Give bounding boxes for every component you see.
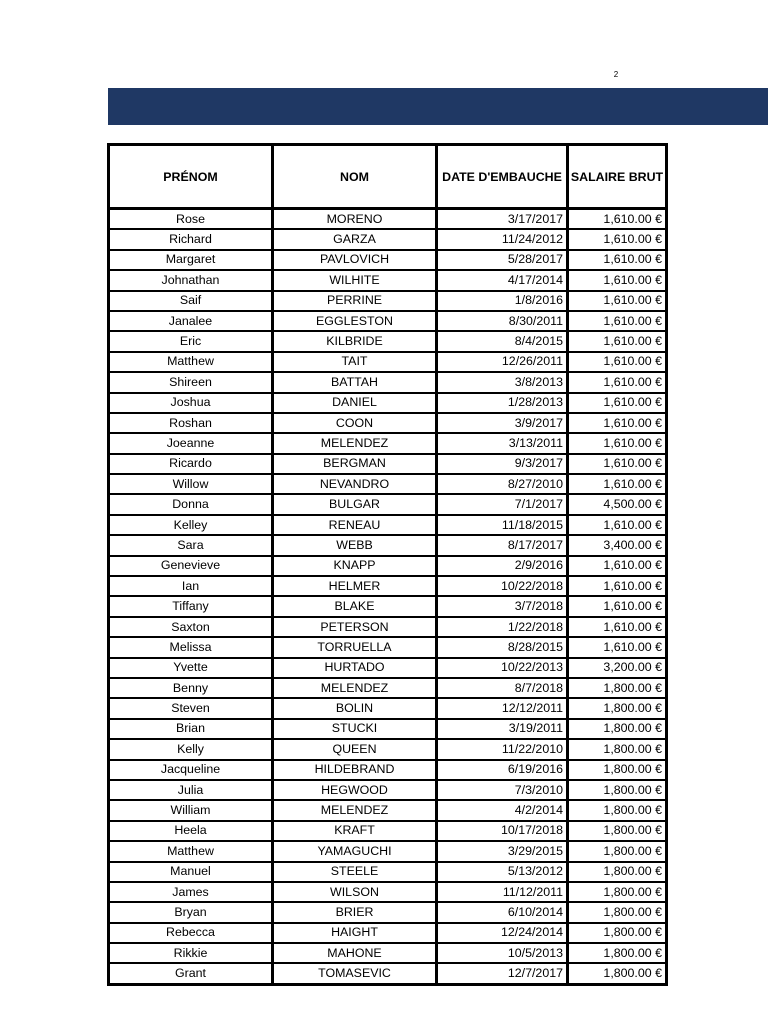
salaire-brut-cell: 3,400.00 € [568,535,667,555]
table-row [109,433,667,453]
salaire-brut-cell: 4,500.00 € [568,494,667,514]
nom-cell: TAIT [273,352,437,372]
date-embauche-cell: 6/10/2014 [437,902,568,922]
prenom-cell: Joeanne [109,433,273,453]
prenom-cell: Ian [109,576,273,596]
nom-cell: NEVANDRO [273,474,437,494]
salaire-brut-cell: 1,610.00 € [568,270,667,290]
nom-cell: MELENDEZ [273,800,437,820]
nom-cell: MELENDEZ [273,678,437,698]
salaire-brut-cell: 1,610.00 € [568,291,667,311]
prenom-cell: Eric [109,331,273,351]
salaire-brut-cell: 1,800.00 € [568,698,667,718]
table-row [109,841,667,861]
column-header-salaire-brut: SALAIRE BRUT [568,145,667,209]
table-row [109,250,667,270]
date-embauche-cell: 8/30/2011 [437,311,568,331]
nom-cell: TOMASEVIC [273,963,437,984]
salaire-brut-cell: 1,610.00 € [568,311,667,331]
date-embauche-cell: 3/9/2017 [437,413,568,433]
date-embauche-cell: 5/28/2017 [437,250,568,270]
table-row [109,862,667,882]
salaire-brut-cell: 1,610.00 € [568,454,667,474]
date-embauche-cell: 3/13/2011 [437,433,568,453]
date-embauche-cell: 10/17/2018 [437,821,568,841]
prenom-cell: Matthew [109,352,273,372]
prenom-cell: Willow [109,474,273,494]
table-row [109,678,667,698]
nom-cell: YAMAGUCHI [273,841,437,861]
date-embauche-cell: 11/24/2012 [437,229,568,249]
nom-cell: MAHONE [273,943,437,963]
prenom-cell: Joshua [109,393,273,413]
table-row [109,637,667,657]
nom-cell: BATTAH [273,372,437,392]
nom-cell: KILBRIDE [273,331,437,351]
date-embauche-cell: 12/24/2014 [437,923,568,943]
prenom-cell: Janalee [109,311,273,331]
prenom-cell: Jacqueline [109,760,273,780]
prenom-cell: Tiffany [109,596,273,616]
table-row [109,800,667,820]
nom-cell: MORENO [273,209,437,230]
table-row [109,229,667,249]
salaire-brut-cell: 1,610.00 € [568,393,667,413]
table-row [109,617,667,637]
prenom-cell: Ricardo [109,454,273,474]
salaire-brut-cell: 1,610.00 € [568,556,667,576]
salaire-brut-cell: 1,610.00 € [568,576,667,596]
prenom-cell: Rebecca [109,923,273,943]
date-embauche-cell: 1/8/2016 [437,291,568,311]
table-row [109,963,667,984]
date-embauche-cell: 6/19/2016 [437,760,568,780]
employee-table [107,143,668,986]
table-row [109,209,667,230]
nom-cell: RENEAU [273,515,437,535]
salaire-brut-cell: 1,800.00 € [568,678,667,698]
salaire-brut-cell: 1,610.00 € [568,331,667,351]
date-embauche-cell: 2/9/2016 [437,556,568,576]
table-row [109,291,667,311]
prenom-cell: Rose [109,209,273,230]
prenom-cell: Melissa [109,637,273,657]
table-row [109,494,667,514]
salaire-brut-cell: 1,800.00 € [568,902,667,922]
prenom-cell: Kelley [109,515,273,535]
column-header-nom: NOM [273,145,437,209]
nom-cell: GARZA [273,229,437,249]
nom-cell: QUEEN [273,739,437,759]
nom-cell: HILDEBRAND [273,760,437,780]
prenom-cell: Manuel [109,862,273,882]
nom-cell: WEBB [273,535,437,555]
table-row [109,882,667,902]
nom-cell: KRAFT [273,821,437,841]
prenom-cell: Rikkie [109,943,273,963]
nom-cell: HEGWOOD [273,780,437,800]
salaire-brut-cell: 1,800.00 € [568,780,667,800]
table-row [109,658,667,678]
prenom-cell: Genevieve [109,556,273,576]
date-embauche-cell: 5/13/2012 [437,862,568,882]
table-row [109,556,667,576]
table-row [109,780,667,800]
date-embauche-cell: 9/3/2017 [437,454,568,474]
prenom-cell: Saxton [109,617,273,637]
table-row [109,698,667,718]
prenom-cell: Roshan [109,413,273,433]
table-row [109,719,667,739]
nom-cell: BULGAR [273,494,437,514]
prenom-cell: Margaret [109,250,273,270]
prenom-cell: Johnathan [109,270,273,290]
prenom-cell: Matthew [109,841,273,861]
date-embauche-cell: 3/29/2015 [437,841,568,861]
salaire-brut-cell: 3,200.00 € [568,658,667,678]
nom-cell: PAVLOVICH [273,250,437,270]
salaire-brut-cell: 1,800.00 € [568,943,667,963]
table-row [109,923,667,943]
prenom-cell: James [109,882,273,902]
prenom-cell: Saif [109,291,273,311]
nom-cell: BERGMAN [273,454,437,474]
table-row [109,576,667,596]
table-row [109,515,667,535]
date-embauche-cell: 11/22/2010 [437,739,568,759]
nom-cell: EGGLESTON [273,311,437,331]
prenom-cell: Sara [109,535,273,555]
salaire-brut-cell: 1,800.00 € [568,963,667,984]
salaire-brut-cell: 1,610.00 € [568,372,667,392]
date-embauche-cell: 8/4/2015 [437,331,568,351]
date-embauche-cell: 3/8/2013 [437,372,568,392]
table-row [109,760,667,780]
prenom-cell: Donna [109,494,273,514]
prenom-cell: Grant [109,963,273,984]
prenom-cell: Julia [109,780,273,800]
salaire-brut-cell: 1,800.00 € [568,719,667,739]
date-embauche-cell: 12/12/2011 [437,698,568,718]
prenom-cell: Kelly [109,739,273,759]
nom-cell: STUCKI [273,719,437,739]
table-row [109,739,667,759]
table-row [109,352,667,372]
date-embauche-cell: 8/28/2015 [437,637,568,657]
header-band [108,88,768,125]
date-embauche-cell: 11/18/2015 [437,515,568,535]
nom-cell: KNAPP [273,556,437,576]
nom-cell: COON [273,413,437,433]
column-header-prenom: PRÉNOM [109,145,273,209]
salaire-brut-cell: 1,610.00 € [568,413,667,433]
prenom-cell: Richard [109,229,273,249]
salaire-brut-cell: 1,610.00 € [568,515,667,535]
prenom-cell: William [109,800,273,820]
salaire-brut-cell: 1,610.00 € [568,209,667,230]
table-row [109,372,667,392]
nom-cell: PETERSON [273,617,437,637]
table-row [109,270,667,290]
date-embauche-cell: 8/7/2018 [437,678,568,698]
prenom-cell: Heela [109,821,273,841]
date-embauche-cell: 8/27/2010 [437,474,568,494]
nom-cell: DANIEL [273,393,437,413]
date-embauche-cell: 12/26/2011 [437,352,568,372]
salaire-brut-cell: 1,610.00 € [568,637,667,657]
date-embauche-cell: 10/22/2013 [437,658,568,678]
nom-cell: WILHITE [273,270,437,290]
date-embauche-cell: 10/5/2013 [437,943,568,963]
salaire-brut-cell: 1,800.00 € [568,841,667,861]
date-embauche-cell: 4/17/2014 [437,270,568,290]
salaire-brut-cell: 1,800.00 € [568,821,667,841]
page-number: 2 [613,70,619,79]
salaire-brut-cell: 1,800.00 € [568,739,667,759]
table-row [109,393,667,413]
date-embauche-cell: 11/12/2011 [437,882,568,902]
table-header-row [109,145,667,209]
date-embauche-cell: 10/22/2018 [437,576,568,596]
nom-cell: PERRINE [273,291,437,311]
salaire-brut-cell: 1,800.00 € [568,800,667,820]
nom-cell: BOLIN [273,698,437,718]
nom-cell: BLAKE [273,596,437,616]
nom-cell: BRIER [273,902,437,922]
salaire-brut-cell: 1,800.00 € [568,862,667,882]
table-row [109,821,667,841]
prenom-cell: Benny [109,678,273,698]
table-row [109,331,667,351]
date-embauche-cell: 7/3/2010 [437,780,568,800]
salaire-brut-cell: 1,800.00 € [568,882,667,902]
salaire-brut-cell: 1,610.00 € [568,617,667,637]
prenom-cell: Bryan [109,902,273,922]
prenom-cell: Yvette [109,658,273,678]
salaire-brut-cell: 1,800.00 € [568,760,667,780]
date-embauche-cell: 7/1/2017 [437,494,568,514]
table-row [109,943,667,963]
nom-cell: HAIGHT [273,923,437,943]
column-header-date-embauche: DATE D'EMBAUCHE [437,145,568,209]
nom-cell: MELENDEZ [273,433,437,453]
table-row [109,474,667,494]
salaire-brut-cell: 1,800.00 € [568,923,667,943]
table-row [109,413,667,433]
date-embauche-cell: 3/17/2017 [437,209,568,230]
salaire-brut-cell: 1,610.00 € [568,433,667,453]
salaire-brut-cell: 1,610.00 € [568,352,667,372]
table-row [109,902,667,922]
date-embauche-cell: 8/17/2017 [437,535,568,555]
nom-cell: HURTADO [273,658,437,678]
salaire-brut-cell: 1,610.00 € [568,474,667,494]
date-embauche-cell: 3/7/2018 [437,596,568,616]
salaire-brut-cell: 1,610.00 € [568,250,667,270]
salaire-brut-cell: 1,610.00 € [568,229,667,249]
prenom-cell: Brian [109,719,273,739]
prenom-cell: Shireen [109,372,273,392]
table-row [109,535,667,555]
nom-cell: WILSON [273,882,437,902]
date-embauche-cell: 1/28/2013 [437,393,568,413]
date-embauche-cell: 4/2/2014 [437,800,568,820]
table-row [109,454,667,474]
nom-cell: STEELE [273,862,437,882]
table-row [109,596,667,616]
salaire-brut-cell: 1,610.00 € [568,596,667,616]
date-embauche-cell: 12/7/2017 [437,963,568,984]
date-embauche-cell: 1/22/2018 [437,617,568,637]
date-embauche-cell: 3/19/2011 [437,719,568,739]
prenom-cell: Steven [109,698,273,718]
table-body [109,209,667,985]
nom-cell: HELMER [273,576,437,596]
table-row [109,311,667,331]
nom-cell: TORRUELLA [273,637,437,657]
